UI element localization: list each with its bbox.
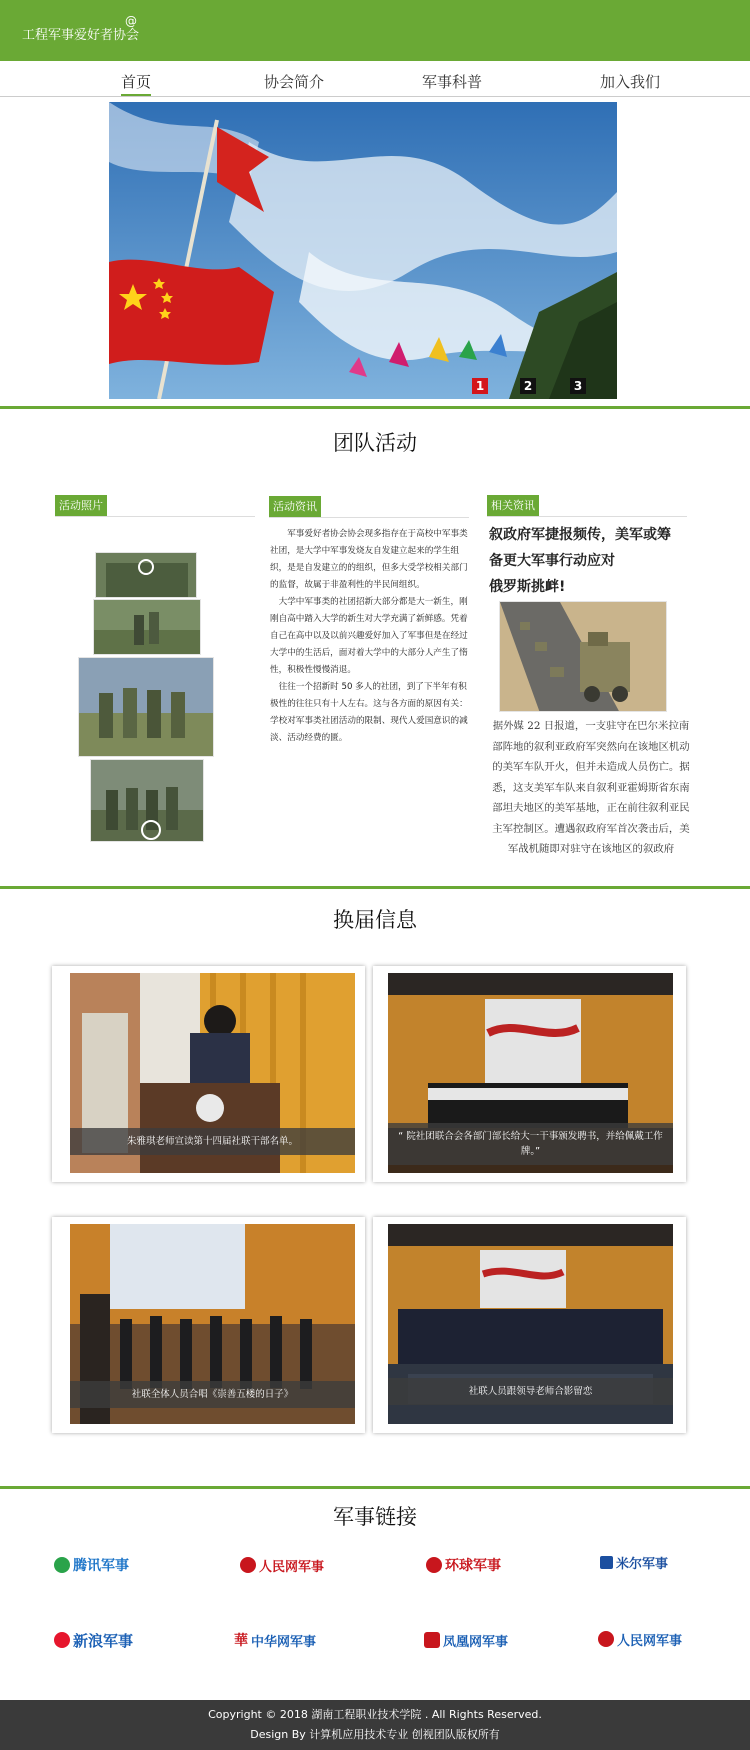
photos-tab-bar [55, 495, 255, 517]
link-label: 人民网军事 [617, 1633, 683, 1649]
site-mark: @ [125, 14, 137, 28]
handover-card[interactable] [373, 1217, 686, 1433]
main-nav [0, 61, 750, 97]
section-divider [0, 886, 750, 889]
news-paragraph: 往往一个招新时 50 多人的社团，到了下半年有积极性的往往只有十人左右。这与各方面的原因有关：学校对军事类社团活动的限制、现代人爱国意识的减淡、活动经费的匮。 [270, 682, 468, 743]
link-china-military[interactable] [234, 1628, 316, 1652]
nav-item-about[interactable]: 协会简介 [264, 73, 325, 91]
sina-logo-icon [54, 1632, 70, 1648]
nav-item-military-science[interactable]: 军事科普 [422, 73, 483, 91]
related-tab-bar [487, 495, 687, 517]
handover-card[interactable] [52, 1217, 365, 1433]
tencent-logo-icon [54, 1557, 70, 1573]
footer [0, 1700, 750, 1750]
link-people-military-2[interactable] [598, 1627, 682, 1651]
activity-photo-4[interactable] [90, 759, 204, 842]
people-logo-icon [598, 1631, 614, 1647]
link-label: 人民网军事 [259, 1559, 325, 1575]
handover-card[interactable] [52, 966, 365, 1182]
related-headline[interactable] [489, 522, 694, 600]
activity-photo-1[interactable] [95, 552, 197, 598]
activity-news-text [270, 526, 470, 747]
handover-caption: 社联全体人员合唱《崇善五楼的日子》 [70, 1381, 355, 1408]
news-paragraph: 军事爱好者协会协会现多指存在于高校中军事类社团，是大学中军事发烧友自发建立起来的学生组织，是是自发建立的的组织，但多大受学校相关部门的监督，故属于非盈利性的半民间组织。 [270, 529, 468, 590]
news-tab-bar [269, 496, 469, 518]
handover-caption: “ 院社团联合会各部门部长给大一干事颁发聘书，并给佩戴工作牌。” [388, 1123, 673, 1165]
related-news-image[interactable] [499, 601, 667, 712]
section-divider [0, 406, 750, 409]
footer-design-credit: Design By 计算机应用技术专业 创视团队版权所有 [250, 1728, 500, 1741]
section-divider [0, 1486, 750, 1489]
related-tab[interactable]: 相关资讯 [487, 495, 539, 516]
link-sina-military[interactable] [54, 1628, 133, 1652]
banner-slider[interactable] [109, 102, 617, 399]
header-bar [0, 0, 750, 61]
related-headline-line: 备更大军事行动应对 [489, 553, 615, 569]
link-label: 凤凰网军事 [443, 1634, 509, 1650]
link-ifeng-military[interactable] [424, 1628, 508, 1652]
people-logo-icon [240, 1557, 256, 1573]
link-tencent-military[interactable] [54, 1553, 129, 1577]
link-mier-military[interactable] [600, 1550, 668, 1574]
ifeng-logo-icon [424, 1632, 440, 1648]
team-activity-title: 团队活动 [333, 431, 417, 455]
link-people-military[interactable] [240, 1553, 324, 1577]
related-headline-line: 叙政府军捷报频传，美军或筹 [489, 527, 671, 543]
mier-logo-icon [600, 1556, 613, 1569]
handover-card[interactable] [373, 966, 686, 1182]
nav-item-home[interactable]: 首页 [121, 71, 151, 96]
related-headline-line: 俄罗斯挑衅! [489, 579, 566, 595]
news-paragraph: 大学中军事类的社团招新大部分都是大一新生，刚刚自高中踏入大学的新生对大学充满了新鲜感。凭着自己在高中以及以前兴趣爱好加入了军事但是在经过大学中的生活后，面对着大学中的大部分人产生了惰性，积极性慢慢消退。 [270, 597, 468, 675]
handover-title: 换届信息 [333, 908, 417, 932]
handover-caption: 社联人员跟领导老师合影留恋 [388, 1378, 673, 1405]
china-logo-icon: 華 [234, 1633, 248, 1649]
link-label: 新浪军事 [73, 1631, 134, 1650]
site-title[interactable]: 工程军事爱好者协会 [22, 28, 140, 43]
nav-item-join-us[interactable]: 加入我们 [600, 73, 661, 91]
link-label: 腾讯军事 [73, 1558, 129, 1574]
slide-dot-1[interactable]: 1 [472, 378, 488, 394]
slide-dot-2[interactable]: 2 [520, 378, 536, 394]
slide-dot-3[interactable]: 3 [570, 378, 586, 394]
huanqiu-logo-icon [426, 1557, 442, 1573]
link-label: 环球军事 [445, 1558, 501, 1574]
link-label: 米尔军事 [616, 1556, 669, 1572]
related-news-body: 据外媒 22 日报道，一支驻守在巴尔米拉南部阵地的叙利亚政府军突然向在该地区机动的美军车队开火，但并未造成人员伤亡。据悉，这支美军车队来自叙利亚霍姆斯省东南部坦夫地区的美军基地，正在前往叙利亚民主军控制区。遭遇叙政府军首次袭击后，美军战机随即对驻守在该地区的叙政府 [492, 720, 690, 855]
handover-caption: 朱雅琪老师宣读第十四届社联干部名单。 [70, 1128, 355, 1155]
link-huanqiu-military[interactable] [426, 1553, 501, 1577]
activity-photo-2[interactable] [93, 599, 201, 655]
activity-photo-3[interactable] [78, 657, 214, 757]
photos-tab[interactable]: 活动照片 [55, 495, 107, 516]
news-tab[interactable]: 活动资讯 [269, 496, 321, 517]
link-label: 中华网军事 [251, 1634, 317, 1650]
military-links-title: 军事链接 [333, 1505, 417, 1529]
footer-copyright: Copyright © 2018 湖南工程职业技术学院 . All Rights Reserved. [208, 1708, 542, 1721]
banner-image [109, 102, 617, 399]
